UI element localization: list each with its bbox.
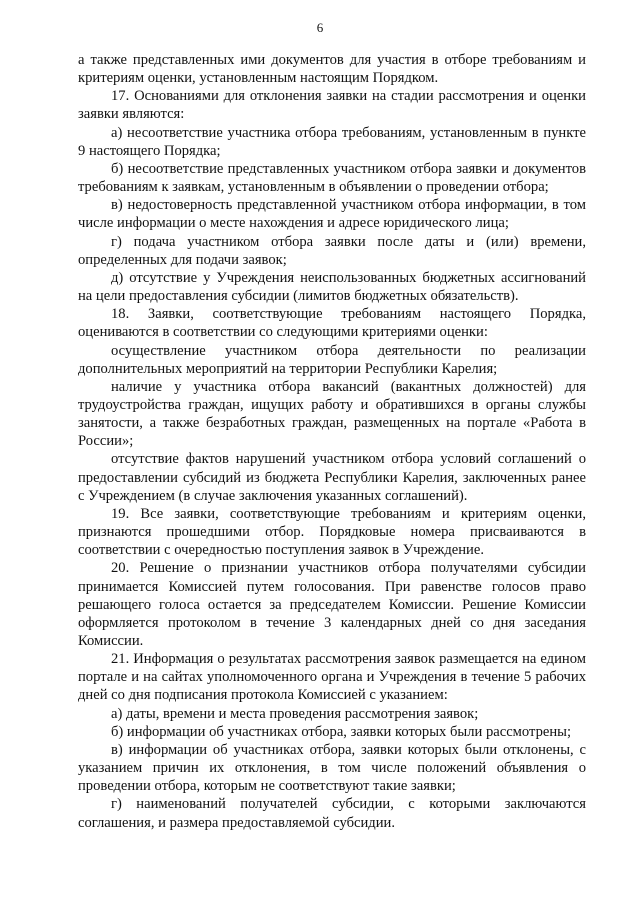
paragraph-info-b: б) информации об участниках отбора, заявки которых были рассмотрены; — [111, 723, 572, 740]
paragraph-criterion-2: наличие у участника отбора вакансий (вакантных должностей) для трудоустройства граждан, ищущих работу и обратившихся в органы службы занятости, а также безработных граждан, размещенных на портале «Работа в России»; — [78, 378, 586, 450]
paragraph-clause-18: 18. Заявки, соответствующие требованиям настоящего Порядка, оцениваются в соответствии со следующими критериями оценки: — [78, 306, 586, 341]
paragraph-item-b: б) несоответствие представленных участником отбора заявки и документов требованиям к заявкам, установленным в объявлении о проведении отбора; — [78, 160, 586, 196]
paragraph-info-g: г) наименований получателей субсидии, с которыми заключаются соглашения, и размера предоставляемой субсидии. — [78, 796, 586, 831]
paragraph-info-v: в) информации об участниках отбора, заявки которых были отклонены, с указанием причин их отклонения, в том числе положений объявления о проведении отбора, которым не соответствуют такие заявки; — [78, 741, 586, 795]
page-number: 6 — [316, 20, 324, 35]
paragraph-clause-20: 20. Решение о признании участников отбора получателями субсидии принимается Комиссией путем голосования. При равенстве голосов право решающего голоса остается за председателем Комиссии. Решение Комиссии оформляется протоколом в течение 3 календарных дней со дня заседания Комиссии. — [78, 560, 586, 649]
paragraph-clause-17: 17. Основаниями для отклонения заявки на стадии рассмотрения и оценки заявки являются: — [78, 88, 586, 123]
paragraph-info-a: а) даты, времени и места проведения рассмотрения заявок; — [111, 705, 479, 722]
document-body — [78, 51, 586, 832]
paragraph-item-d: д) отсутствие у Учреждения неиспользованных бюджетных ассигнований на цели предоставления субсидии (лимитов бюджетных обязательств). — [78, 269, 586, 305]
paragraph-continuation: а также представленных ими документов для участия в отборе требованиям и критериям оценки, установленным настоящим Порядком. — [78, 52, 586, 87]
paragraph-criterion-1: осуществление участником отбора деятельности по реализации дополнительных мероприятий на территории Республики Карелия; — [78, 342, 586, 377]
paragraph-criterion-3: отсутствие фактов нарушений участником отбора условий соглашений о предоставлении субсидий из бюджета Республики Карелия, заключенных ранее с Учреждением (в случае заключения указанных соглашений). — [78, 451, 586, 504]
paragraph-item-a: а) несоответствие участника отбора требованиям, установленным в пункте 9 настоящего Порядка; — [78, 124, 586, 159]
paragraph-clause-21: 21. Информация о результатах рассмотрения заявок размещается на едином портале и на сайтах уполномоченного органа и Учреждения в течение 5 рабочих дней со дня подписания протокола Комиссией с указанием: — [78, 651, 586, 704]
paragraph-clause-19: 19. Все заявки, соответствующие требованиям и критериям оценки, признаются прошедшими отбор. Порядковые номера присваиваются в соответствии с очередностью поступления заявок в Учреждение. — [78, 505, 586, 559]
paragraph-item-v: в) недостоверность представленной участником отбора информации, в том числе информации о месте нахождения и адресе юридического лица; — [78, 197, 586, 232]
paragraph-item-g: г) подача участником отбора заявки после даты и (или) времени, определенных для подачи заявок; — [78, 233, 586, 268]
